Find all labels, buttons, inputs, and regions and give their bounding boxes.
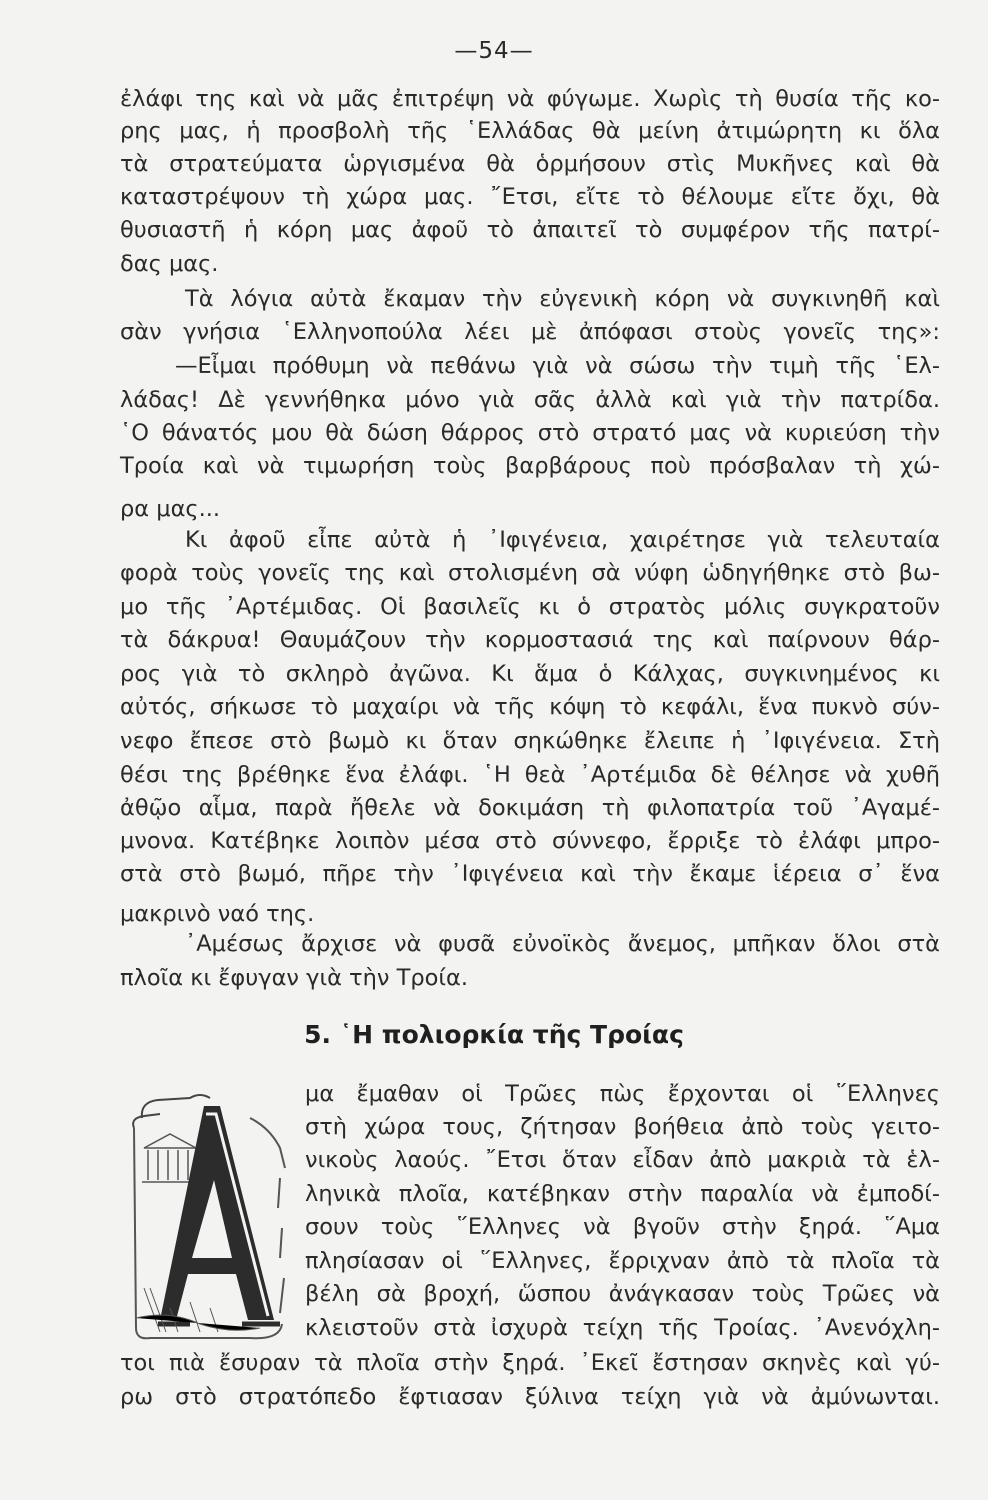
text-line: ρος γιὰ τὸ σκληρὸ ἀγῶνα. Κι ἅμα ὁ Κάλχας, συγκινημένος κι — [120, 661, 940, 687]
text-line: πλοῖα κι ἔφυγαν γιὰ τὴν Τροία. — [120, 965, 468, 991]
text-line: Τὰ λόγια αὐτὰ ἔκαμαν τὴν εὐγενικὴ κόρη νὰ συγκινηθῆ καὶ — [185, 286, 940, 312]
drop-cap-illustration — [130, 1088, 290, 1346]
text-line: μνονα. Κατέβηκε λοιπὸν μέσα στὸ σύννεφο, ἔρριξε τὸ ἐλάφι μπρο- — [120, 828, 940, 854]
text-line: πλησίασαν οἱ ῞Ελληνες, ἔρριχναν ἀπὸ τὰ πλοῖα τὰ — [305, 1248, 940, 1274]
text-line: ληνικὰ πλοῖα, κατέβηκαν στὴν παραλία νὰ ἐμποδί- — [305, 1181, 940, 1207]
text-line: μα ἔμαθαν οἱ Τρῶες πὼς ἔρχονται οἱ ῞Ελληνες — [305, 1081, 940, 1107]
section-heading: 5. ῾Η πολιορκία τῆς Τροίας — [304, 1020, 684, 1049]
text-line: λάδας! Δὲ γεννήθηκα μόνο γιὰ σᾶς ἀλλὰ καὶ γιὰ τὴν πατρίδα. — [120, 387, 940, 413]
text-line: στὰ στὸ βωμό, πῆρε τὴν ᾿Ιφιγένεια καὶ τὴν ἔκαμε ἱέρεια σ᾿ ἕνα — [120, 861, 940, 887]
text-line: Τροία καὶ νὰ τιμωρήση τοὺς βαρβάρους ποὺ πρόσβαλαν τὴ χώ- — [120, 453, 940, 479]
text-line: τὰ δάκρυα! Θαυμάζουν τὴν κορμοστασιά της καὶ παίρνουν θάρ- — [120, 627, 940, 653]
text-line: ρα μας... — [120, 496, 221, 522]
text-line: σὰν γνήσια ῾Ελληνοπούλα λέει μὲ ἀπόφασι στοὺς γονεῖς της»: — [120, 319, 940, 345]
text-line: ρης μας, ἡ προσβολὴ τῆς ῾Ελλάδας θὰ μείνη ἀτιμώρητη κι ὅλα — [120, 118, 940, 144]
text-line: ἐλάφι της καὶ νὰ μᾶς ἐπιτρέψη νὰ φύγωμε. Χωρὶς τὴ θυσία τῆς κο- — [120, 86, 940, 112]
text-line: φορὰ τοὺς γονεῖς της καὶ στολισμένη σὰ νύφη ὡδηγήθηκε στὸ βω- — [120, 560, 940, 586]
text-line: τὰ στρατεύματα ὡργισμένα θὰ ὁρμήσουν στὶς Μυκῆνες καὶ θὰ — [120, 151, 940, 177]
text-line: ᾿Αμέσως ἄρχισε νὰ φυσᾶ εὐνοϊκὸς ἄνεμος, μπῆκαν ὅλοι στὰ — [185, 931, 940, 957]
text-line: κλειστοῦν στὰ ἰσχυρὰ τείχη τῆς Τροίας. ᾿Ανενόχλη- — [305, 1315, 940, 1341]
text-line: αὐτός, σήκωσε τὸ μαχαίρι νὰ τῆς κόψη τὸ κεφάλι, ἕνα πυκνὸ σύν- — [120, 694, 940, 720]
text-line: νεφο ἔπεσε στὸ βωμὸ κι ὅταν σηκώθηκε ἔλειπε ἡ ᾿Ιφιγένεια. Στὴ — [120, 728, 940, 754]
text-line: καταστρέψουν τὴ χώρα μας. ῎Ετσι, εἴτε τὸ θέλουμε εἴτε ὄχι, θὰ — [120, 184, 940, 210]
text-line: βέλη σὰ βροχή, ὥσπου ἀνάγκασαν τοὺς Τρῶες νὰ — [305, 1281, 940, 1307]
text-line: ἀθῷο αἷμα, παρὰ ἤθελε νὰ δοκιμάση τὴ φιλοπατρία τοῦ ᾿Αγαμέ- — [120, 795, 940, 821]
text-line: μακρινὸ ναό της. — [120, 901, 315, 927]
text-line: μο τῆς ᾿Αρτέμιδας. Οἱ βασιλεῖς κι ὁ στρατὸς μόλις συγκρατοῦν — [120, 594, 940, 620]
text-line: ρω στὸ στρατόπεδο ἔφτιασαν ξύλινα τείχη γιὰ νὰ ἀμύνωνται. — [120, 1384, 940, 1410]
text-line: δας μας. — [120, 251, 219, 277]
text-line: στὴ χώρα τους, ζήτησαν βοήθεια ἀπὸ τοὺς γειτο- — [305, 1114, 940, 1140]
text-line: θέσι της βρέθηκε ἕνα ἐλάφι. ῾Η θεὰ ᾿Αρτέμιδα δὲ θέλησε νὰ χυθῆ — [120, 762, 940, 788]
text-line: ῾Ο θάνατός μου θὰ δώση θάρρος στὸ στρατό μας νὰ κυριεύση τὴν — [120, 420, 940, 446]
text-line: σουν τοὺς ῞Ελληνες νὰ βγοῦν στὴν ξηρά. ῞Αμα — [305, 1214, 940, 1240]
page-number: —54— — [454, 38, 534, 64]
text-line: —Εἶμαι πρόθυμη νὰ πεθάνω γιὰ νὰ σώσω τὴν τιμὴ τῆς ῾Ελ- — [175, 353, 940, 379]
text-line: θυσιαστῆ ἡ κόρη μας ἀφοῦ τὸ ἀπαιτεῖ τὸ συμφέρον τῆς πατρί- — [120, 217, 940, 243]
text-line: τοι πιὰ ἔσυραν τὰ πλοῖα στὴν ξηρά. ᾿Εκεῖ ἔστησαν σκηνὲς καὶ γύ- — [120, 1350, 940, 1376]
drop-cap-initial — [130, 1088, 290, 1346]
text-line: Κι ἀφοῦ εἶπε αὐτὰ ἡ ᾿Ιφιγένεια, χαιρέτησε γιὰ τελευταία — [185, 527, 940, 553]
text-line: νικοὺς λαούς. ῎Ετσι ὅταν εἶδαν ἀπὸ μακριὰ τὰ ἑλ- — [305, 1147, 940, 1173]
